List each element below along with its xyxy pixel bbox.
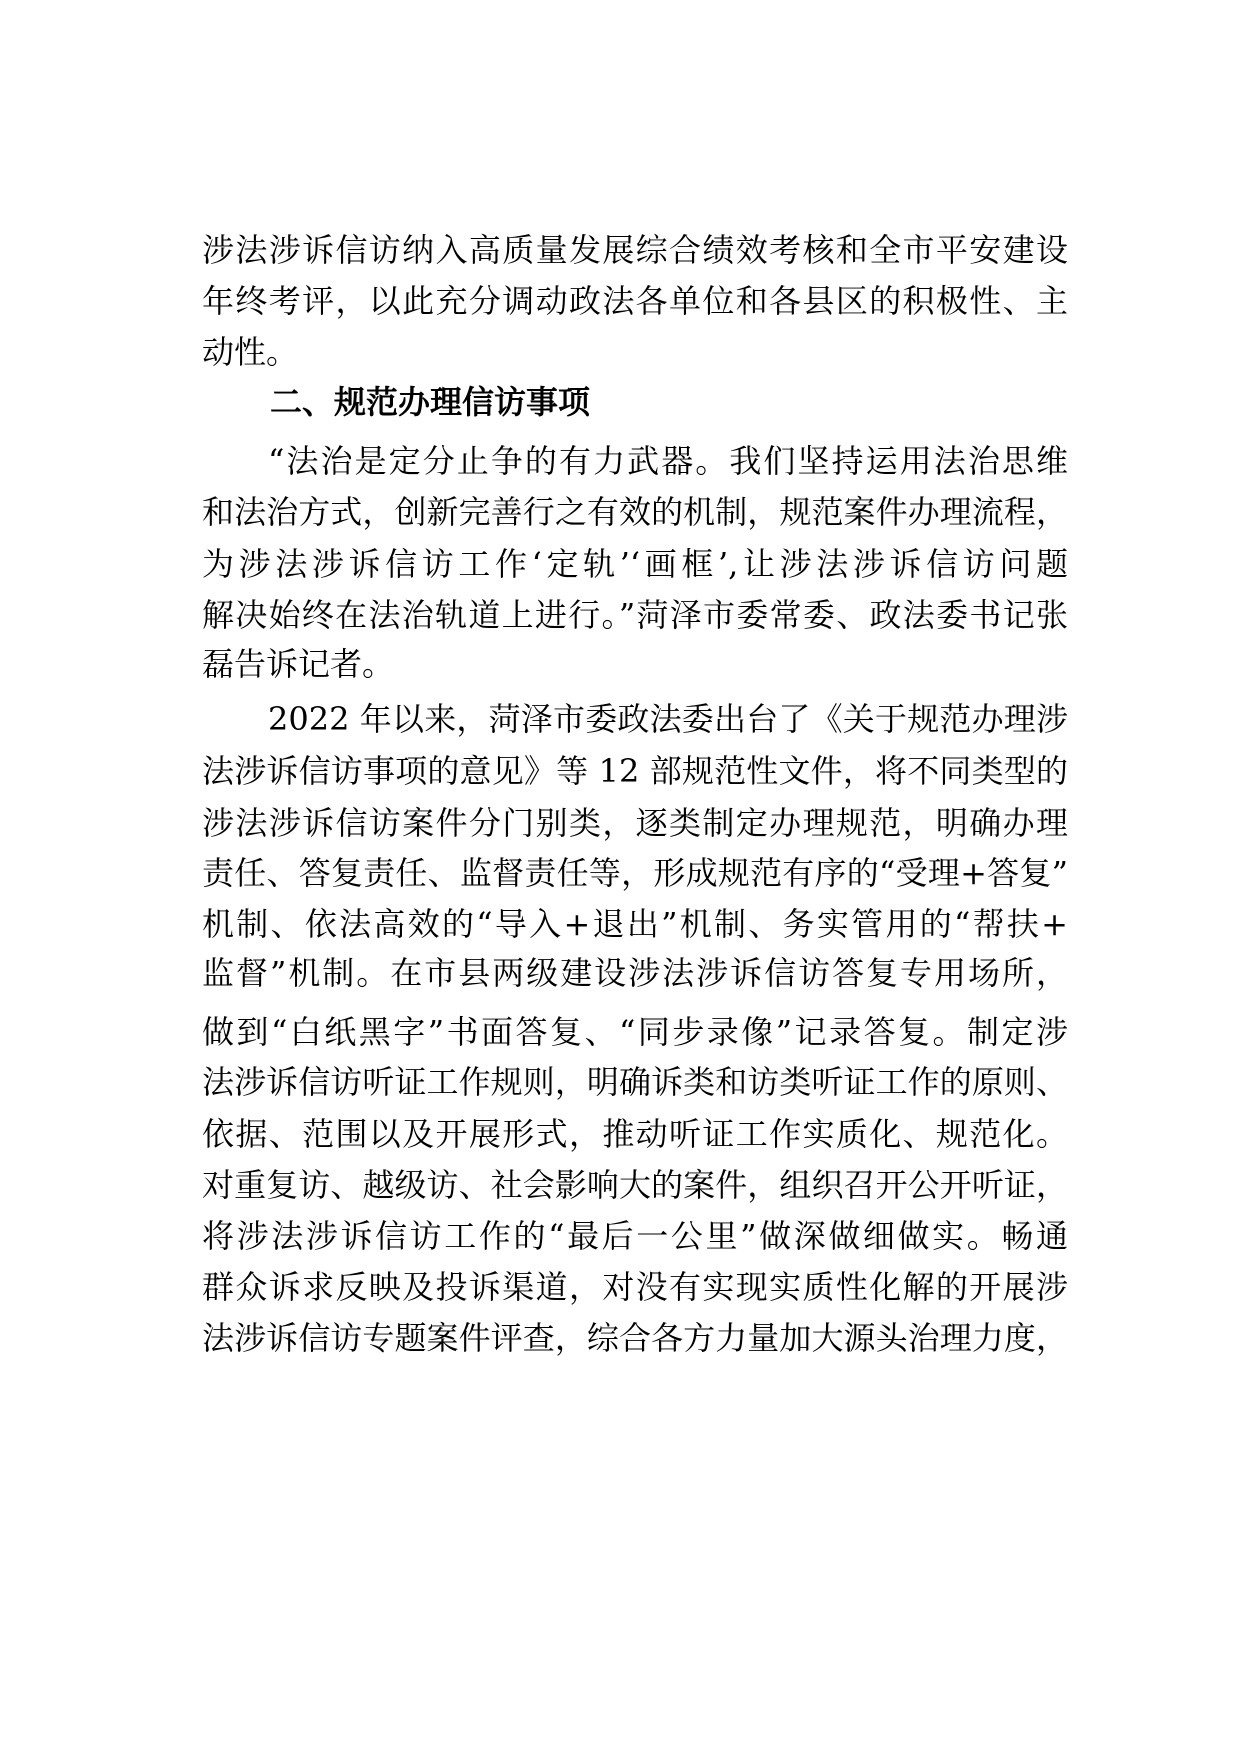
paragraph-line: 为涉法涉诉信访工作‘定轨’‘画框’,让涉法涉诉信访问题 xyxy=(202,545,1068,583)
paragraph-line: 法涉诉信访专题案件评查，综合各方力量加大源头治理力度， xyxy=(202,1319,1068,1357)
paragraph-line: 涉法涉诉信访案件分门别类，逐类制定办理规范，明确办理 xyxy=(202,804,1068,842)
paragraph-line: 动性。 xyxy=(202,333,299,371)
paragraph-line: 依据、范围以及开展形式，推动听证工作实质化、规范化。 xyxy=(202,1115,1068,1153)
section-heading: 二、规范办理信访事项 xyxy=(270,383,591,421)
paragraph-line: 磊告诉记者。 xyxy=(202,645,395,683)
paragraph-line: 法涉诉信访事项的意见》等 12 部规范性文件，将不同类型的 xyxy=(202,752,1068,790)
paragraph-line: 和法治方式，创新完善行之有效的机制，规范案件办理流程， xyxy=(202,493,1068,531)
paragraph-line: 涉法涉诉信访纳入高质量发展综合绩效考核和全市平安建设 xyxy=(202,231,1068,269)
paragraph-line: 责任、答复责任、监督责任等，形成规范有序的“受理+答复” xyxy=(202,854,1068,892)
paragraph-line: 机制、依法高效的“导入+退出”机制、务实管用的“帮扶+ xyxy=(202,905,1068,943)
paragraph-line: 解决始终在法治轨道上进行。”菏泽市委常委、政法委书记张 xyxy=(202,596,1068,634)
paragraph-line: 对重复访、越级访、社会影响大的案件，组织召开公开听证， xyxy=(202,1166,1068,1204)
paragraph-line: 监督”机制。在市县两级建设涉法涉诉信访答复专用场所， xyxy=(202,954,1068,992)
paragraph-line: 做到“白纸黑字”书面答复、“同步录像”记录答复。制定涉 xyxy=(202,1013,1068,1051)
paragraph-line: 年终考评，以此充分调动政法各单位和各县区的积极性、主 xyxy=(202,282,1068,320)
paragraph-line: 群众诉求反映及投诉渠道，对没有实现实质性化解的开展涉 xyxy=(202,1268,1068,1306)
paragraph-line: 法涉诉信访听证工作规则，明确诉类和访类听证工作的原则、 xyxy=(202,1063,1068,1101)
paragraph-line: 将涉法涉诉信访工作的“最后一公里”做深做细做实。畅通 xyxy=(202,1217,1068,1255)
paragraph-line: “法治是定分止争的有力武器。我们坚持运用法治思维 xyxy=(268,442,1068,480)
paragraph-line: 2022 年以来，菏泽市委政法委出台了《关于规范办理涉 xyxy=(268,700,1068,738)
